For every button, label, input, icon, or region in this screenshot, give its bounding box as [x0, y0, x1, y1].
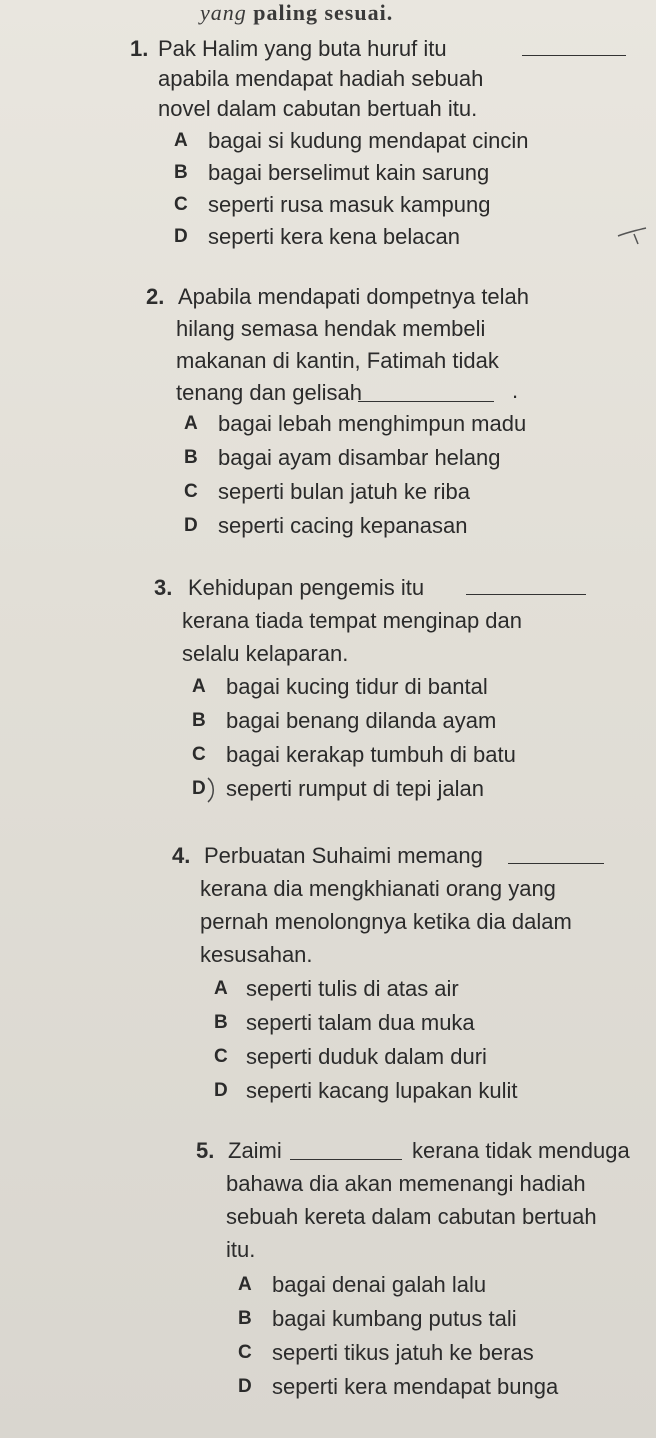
option-letter[interactable]: A: [174, 130, 188, 151]
question-text-line: selalu kelaparan.: [182, 641, 349, 666]
question-text-line: sebuah kereta dalam cabutan bertuah: [226, 1204, 597, 1229]
option-text: bagai kucing tidur di bantal: [226, 674, 488, 699]
option-text: seperti bulan jatuh ke riba: [218, 479, 470, 504]
option-letter[interactable]: A: [184, 413, 198, 434]
question-number: 5.: [196, 1138, 215, 1163]
option-letter[interactable]: A: [192, 676, 206, 697]
question-text-line: bahawa dia akan memenangi hadiah: [226, 1171, 586, 1196]
question-text-line: kesusahan.: [200, 942, 313, 967]
option-text: bagai si kudung mendapat cincin: [208, 128, 529, 153]
question-text-line: hilang semasa hendak membeli: [176, 316, 486, 341]
option-letter[interactable]: B: [214, 1012, 228, 1033]
question-text-line: makanan di kantin, Fatimah tidak: [176, 348, 499, 373]
answer-blank[interactable]: [508, 845, 604, 864]
answer-blank[interactable]: [358, 383, 494, 402]
option-text: seperti kacang lupakan kulit: [246, 1078, 518, 1103]
answer-blank[interactable]: [522, 37, 626, 56]
option-text: bagai berselimut kain sarung: [208, 160, 490, 185]
question-text-line: pernah menolongnya ketika dia dalam: [200, 909, 572, 934]
option-letter[interactable]: D: [192, 778, 206, 799]
option-text: seperti tulis di atas air: [246, 976, 459, 1001]
question-number: 3.: [154, 575, 173, 600]
option-letter[interactable]: D: [174, 226, 188, 247]
question-text-line: itu.: [226, 1237, 256, 1262]
option-text: seperti rusa masuk kampung: [208, 192, 491, 217]
option-text: seperti tikus jatuh ke beras: [272, 1340, 534, 1365]
option-letter[interactable]: B: [238, 1308, 252, 1329]
option-text: bagai denai galah lalu: [272, 1272, 487, 1297]
option-letter[interactable]: D: [184, 515, 198, 536]
question-text-line: kerana tiada tempat menginap dan: [182, 608, 523, 633]
option-text: bagai ayam disambar helang: [218, 445, 501, 470]
option-text: seperti kera kena belacan: [208, 224, 460, 249]
question-text-line: kerana dia mengkhianati orang yang: [200, 876, 556, 901]
header-italic: yang: [200, 0, 247, 25]
question-text-line: novel dalam cabutan bertuah itu.: [158, 96, 478, 121]
option-letter[interactable]: C: [214, 1046, 228, 1067]
page-header: [200, 0, 393, 26]
option-text: seperti talam dua muka: [246, 1010, 475, 1035]
question-number: 1.: [130, 36, 149, 61]
option-text: seperti cacing kepanasan: [218, 513, 468, 538]
option-letter[interactable]: C: [184, 481, 198, 502]
question-text-line: kerana tidak menduga: [412, 1138, 630, 1163]
option-letter[interactable]: C: [192, 744, 206, 765]
option-text: seperti kera mendapat bunga: [272, 1374, 559, 1399]
question-text-line: Kehidupan pengemis itu: [188, 575, 425, 600]
option-text: seperti duduk dalam duri: [246, 1044, 487, 1069]
option-text: seperti rumput di tepi jalan: [226, 776, 485, 801]
option-letter[interactable]: A: [214, 978, 228, 999]
question-text-line: apabila mendapat hadiah sebuah: [158, 66, 484, 91]
question-text-line: Pak Halim yang buta huruf itu: [158, 36, 447, 61]
option-letter[interactable]: B: [192, 710, 206, 731]
option-text: bagai benang dilanda ayam: [226, 708, 497, 733]
answer-blank[interactable]: [466, 576, 586, 595]
blank-period: .: [512, 378, 519, 403]
header-bold: paling sesuai.: [253, 0, 394, 25]
answer-blank[interactable]: [290, 1141, 402, 1160]
option-letter[interactable]: A: [238, 1274, 252, 1295]
question-text-line: tenang dan gelisah: [176, 380, 362, 405]
option-letter[interactable]: D: [214, 1080, 228, 1101]
question-number: 4.: [172, 843, 191, 868]
option-letter[interactable]: B: [174, 162, 188, 183]
option-letter[interactable]: C: [174, 194, 188, 215]
question-text-line: Perbuatan Suhaimi memang: [204, 843, 483, 868]
option-text: bagai lebah menghimpun madu: [218, 411, 527, 436]
option-letter[interactable]: C: [238, 1342, 252, 1363]
pencil-mark: [616, 226, 650, 248]
option-text: bagai kerakap tumbuh di batu: [226, 742, 516, 767]
question-text-line: Zaimi: [228, 1138, 282, 1163]
question-number: 2.: [146, 284, 165, 309]
option-letter[interactable]: D: [238, 1376, 252, 1397]
option-letter[interactable]: B: [184, 447, 198, 468]
question-text-line: Apabila mendapati dompetnya telah: [178, 284, 530, 309]
option-text: bagai kumbang putus tali: [272, 1306, 517, 1331]
pencil-mark: [206, 776, 218, 804]
